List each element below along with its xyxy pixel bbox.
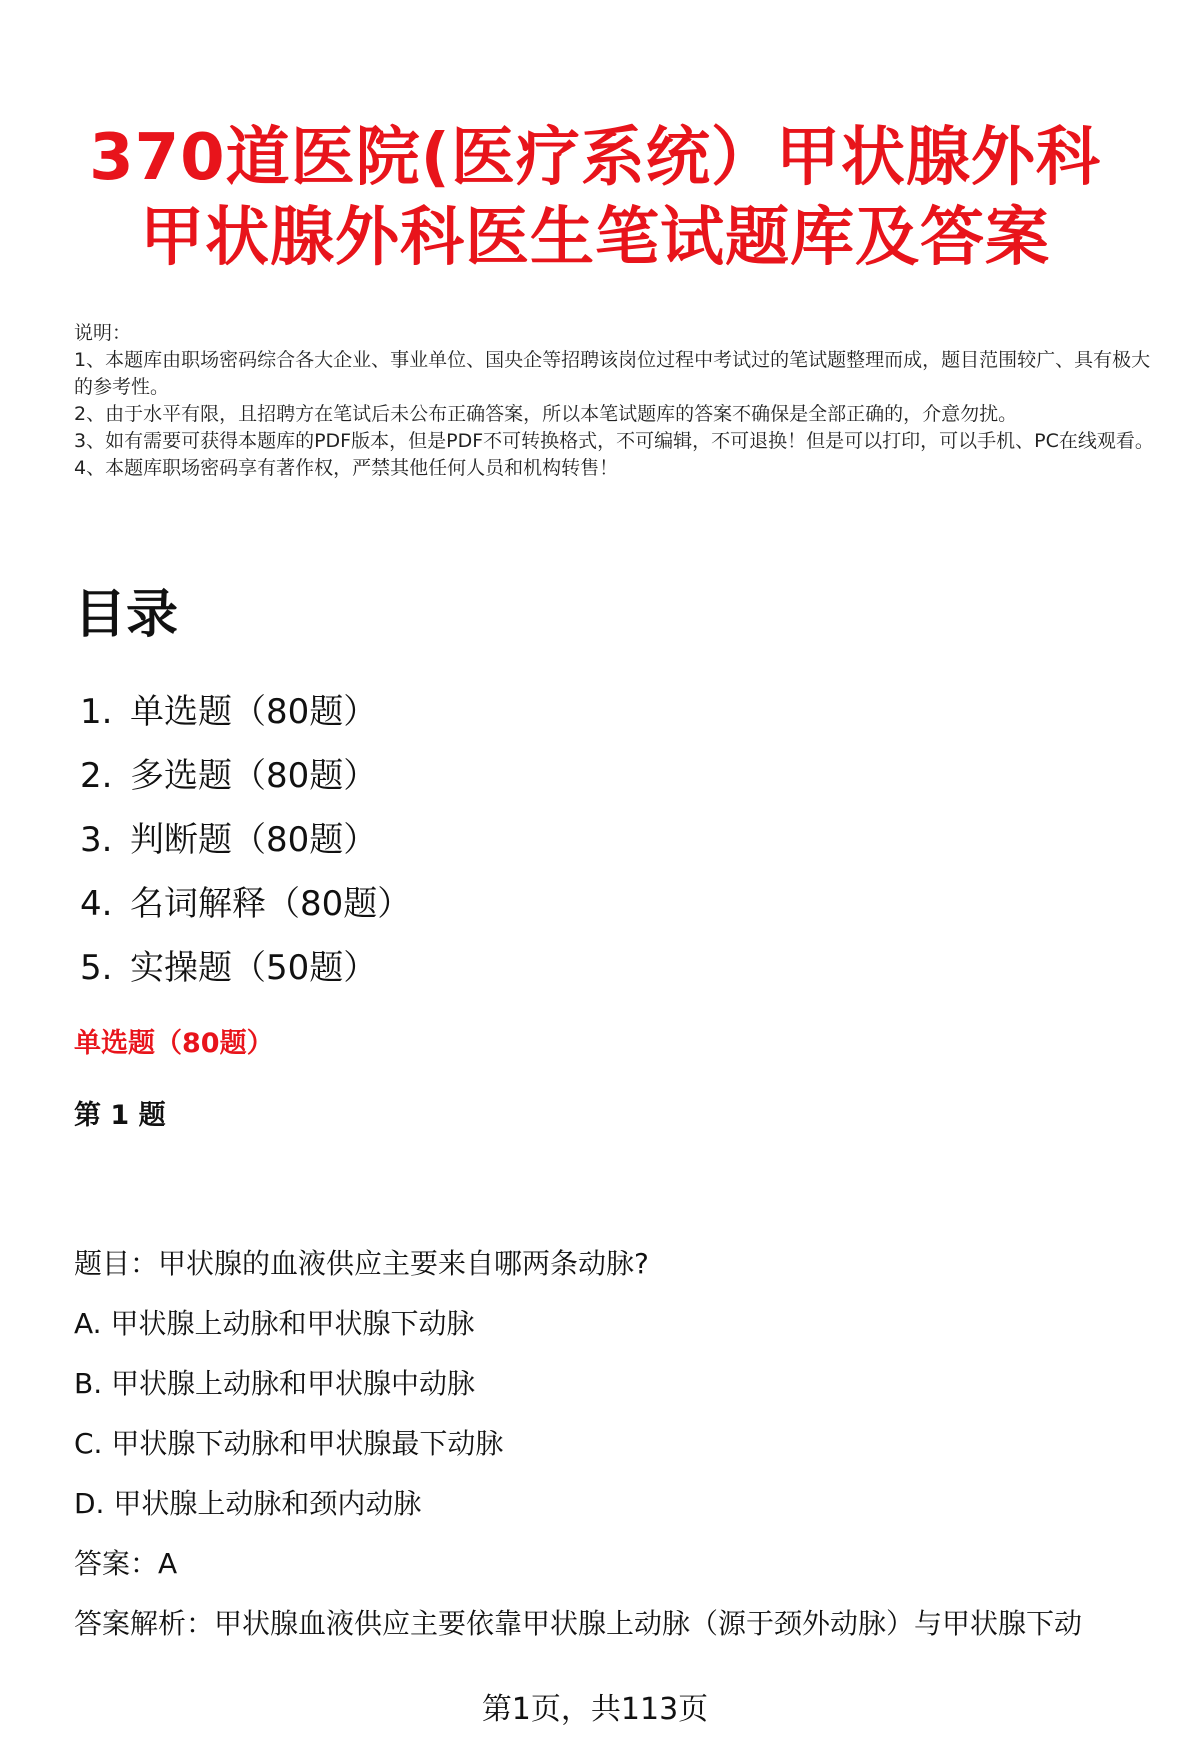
toc-item-number: 5. <box>80 948 113 988</box>
title-line-2: 甲状腺外科医生笔试题库及答案 <box>140 201 1050 275</box>
notes-item: 1、本题库由职场密码综合各大企业、事业单位、国央企等招聘该岗位过程中考试过的笔试题整理而成，题目范围较广、具有极大的参考性。 <box>74 349 1151 398</box>
toc-item-true-false[interactable] <box>80 808 411 872</box>
notes-block <box>74 320 1154 482</box>
toc-item-number: 3. <box>80 820 113 860</box>
section-heading: 单选题（80题） <box>74 1028 274 1059</box>
toc-item-label: 名词解释（80题） <box>130 884 412 924</box>
toc-item-label: 实操题（50题） <box>130 948 378 988</box>
toc-item-label: 单选题（80题） <box>130 692 378 732</box>
toc-item-number: 4. <box>80 884 113 924</box>
option-d: D. 甲状腺上动脉和颈内动脉 <box>74 1487 422 1520</box>
toc-item-multiple-choice[interactable] <box>80 744 411 808</box>
page-indicator: 第1页，共113页 <box>481 1692 709 1727</box>
document-title <box>60 118 1130 278</box>
toc-item-practical[interactable] <box>80 936 411 1000</box>
toc-item-number: 2. <box>80 756 113 796</box>
notes-item: 2、由于水平有限，且招聘方在笔试后未公布正确答案，所以本笔试题库的答案不确保是全部正确的，介意勿扰。 <box>74 403 1018 425</box>
answer: 答案：A <box>74 1547 178 1580</box>
answer-explanation: 答案解析：甲状腺血液供应主要依靠甲状腺上动脉（源于颈外动脉）与甲状腺下动 <box>74 1607 1083 1640</box>
option-b: B. 甲状腺上动脉和甲状腺中动脉 <box>74 1367 476 1400</box>
option-c: C. 甲状腺下动脉和甲状腺最下动脉 <box>74 1427 504 1460</box>
notes-item: 4、本题库职场密码享有著作权，严禁其他任何人员和机构转售！ <box>74 457 619 479</box>
toc-heading: 目录 <box>74 585 179 645</box>
toc-item-term-explanation[interactable] <box>80 872 411 936</box>
toc-item-single-choice[interactable] <box>80 680 411 744</box>
toc-item-label: 多选题（80题） <box>130 756 378 796</box>
question-number: 第 1 题 <box>74 1100 166 1131</box>
notes-label: 说明： <box>74 322 132 344</box>
table-of-contents <box>80 680 411 1000</box>
toc-item-number: 1. <box>80 692 113 732</box>
title-line-1: 370道医院(医疗系统）甲状腺外科 <box>89 121 1101 195</box>
toc-item-label: 判断题（80题） <box>130 820 378 860</box>
question-block <box>74 1244 1164 1664</box>
notes-item: 3、如有需要可获得本题库的PDF版本，但是PDF不可转换格式，不可编辑，不可退换！但是可以打印，可以手机、PC在线观看。 <box>74 430 1154 452</box>
question-prompt: 题目：甲状腺的血液供应主要来自哪两条动脉? <box>74 1247 649 1280</box>
option-a: A. 甲状腺上动脉和甲状腺下动脉 <box>74 1307 475 1340</box>
